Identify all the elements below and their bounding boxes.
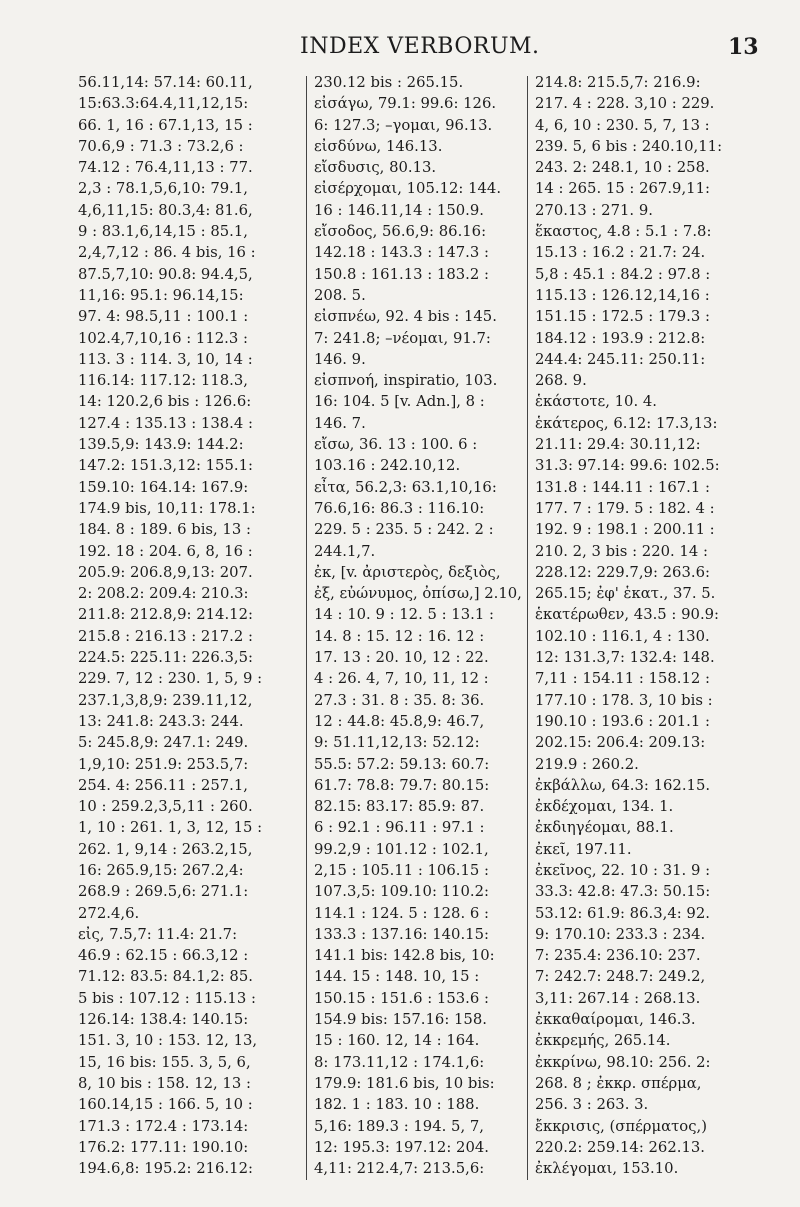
index-line: 219.9 : 260.2.: [535, 755, 639, 773]
index-line: 146. 7.: [314, 414, 366, 432]
index-line: ἐξ, εὐώνυμος, ὀπίσω,] 2.10,: [314, 585, 522, 603]
index-line: 211.8: 212.8,9: 214.12:: [78, 606, 253, 624]
index-line: 7: 241.8; –νέομαι, 91.7:: [314, 329, 491, 347]
index-line: 31.3: 97.14: 99.6: 102.5:: [535, 457, 720, 475]
index-line: 174.9 bis, 10,11: 178.1:: [78, 499, 256, 517]
index-column-3: [535, 72, 767, 1179]
index-line: 33.3: 42.8: 47.3: 50.15:: [535, 883, 711, 901]
index-line: 16: 104. 5 [v. Adn.], 8 :: [314, 393, 485, 411]
index-line: 142.18 : 143.3 : 147.3 :: [314, 244, 489, 262]
index-line: 262. 1, 9,14 : 263.2,15,: [78, 840, 253, 858]
index-line: 208. 5.: [314, 286, 366, 304]
index-line: 4,6,11,15: 80.3,4: 81.6,: [78, 201, 253, 219]
index-line: 5,16: 189.3 : 194. 5, 7,: [314, 1117, 484, 1135]
index-line: 243. 2: 248.1, 10 : 258.: [535, 159, 710, 177]
index-line: 237.1,3,8,9: 239.11,12,: [78, 691, 253, 709]
column-divider: [527, 76, 528, 1180]
index-line: ἐκκρίνω, 98.10: 256. 2:: [535, 1053, 711, 1071]
index-line: 12: 195.3: 197.12: 204.: [314, 1138, 489, 1156]
index-line: 17. 13 : 20. 10, 12 : 22.: [314, 649, 489, 667]
index-line: 114.1 : 124. 5 : 128. 6 :: [314, 904, 489, 922]
index-line: 190.10 : 193.6 : 201.1 :: [535, 712, 710, 730]
index-line: 177. 7 : 179. 5 : 182. 4 :: [535, 499, 715, 517]
index-line: εἴσοδος, 56.6,9: 86.16:: [314, 223, 487, 241]
index-line: 82.15: 83.17: 85.9: 87.: [314, 798, 485, 816]
index-line: 144. 15 : 148. 10, 15 :: [314, 968, 480, 986]
index-line: 229. 7, 12 : 230. 1, 5, 9 :: [78, 670, 263, 688]
index-line: 244.1,7.: [314, 542, 376, 560]
index-line: εἴσδυσις, 80.13.: [314, 159, 437, 177]
index-line: 102.4,7,10,16 : 112.3 :: [78, 329, 248, 347]
index-line: ἑκάστοτε, 10. 4.: [535, 393, 657, 411]
index-line: 8: 173.11,12 : 174.1,6:: [314, 1053, 485, 1071]
index-line: 14: 120.2,6 bis : 126.6:: [78, 393, 252, 411]
index-line: ἐκλέγομαι, 153.10.: [535, 1160, 679, 1178]
index-line: 1, 10 : 261. 1, 3, 12, 15 :: [78, 819, 263, 837]
index-line: 146. 9.: [314, 350, 366, 368]
index-line: 7,11 : 154.11 : 158.12 :: [535, 670, 710, 688]
index-line: 177.10 : 178. 3, 10 bis :: [535, 691, 713, 709]
index-line: 10 : 259.2,3,5,11 : 260.: [78, 798, 253, 816]
index-line: 56.11,14: 57.14: 60.11,: [78, 74, 253, 91]
index-line: 13: 241.8: 243.3: 244.: [78, 712, 244, 730]
index-line: 224.5: 225.11: 226.3,5:: [78, 649, 253, 667]
index-line: 97. 4: 98.5,11 : 100.1 :: [78, 308, 249, 326]
index-line: 131.8 : 144.11 : 167.1 :: [535, 478, 710, 496]
index-line: 150.15 : 151.6 : 153.6 :: [314, 989, 489, 1007]
index-line: 272.4,6.: [78, 904, 140, 922]
index-line: εἶτα, 56.2,3: 63.1,10,16:: [314, 478, 497, 496]
index-line: 215.8 : 216.13 : 217.2 :: [78, 627, 253, 645]
index-line: 76.6,16: 86.3 : 116.10:: [314, 499, 485, 517]
index-line: 15 : 160. 12, 14 : 164.: [314, 1032, 480, 1050]
index-line: 8, 10 bis : 158. 12, 13 :: [78, 1074, 251, 1092]
index-line: 176.2: 177.11: 190.10:: [78, 1138, 249, 1156]
index-line: 3,11: 267.14 : 268.13.: [535, 989, 701, 1007]
index-line: 27.3 : 31. 8 : 35. 8: 36.: [314, 691, 485, 709]
index-line: ἐκδέχομαι, 134. 1.: [535, 798, 674, 816]
index-line: 99.2,9 : 101.12 : 102.1,: [314, 840, 489, 858]
index-line: 1,9,10: 251.9: 253.5,7:: [78, 755, 249, 773]
index-line: 184.12 : 193.9 : 212.8:: [535, 329, 706, 347]
page-header: [0, 34, 800, 64]
index-line: 11,16: 95.1: 96.14,15:: [78, 286, 244, 304]
index-line: εἰσπνέω, 92. 4 bis : 145.: [314, 308, 497, 326]
index-line: εἴσω, 36. 13 : 100. 6 :: [314, 436, 478, 454]
index-line: 202.15: 206.4: 209.13:: [535, 734, 706, 752]
index-line: 16: 265.9,15: 267.2,4:: [78, 861, 244, 879]
index-line: 9: 51.11,12,13: 52.12:: [314, 734, 480, 752]
index-line: 228.12: 229.7,9: 263.6:: [535, 563, 710, 581]
index-line: 70.6,9 : 71.3 : 73.2,6 :: [78, 137, 244, 155]
index-line: 15:63.3:64.4,11,12,15:: [78, 95, 249, 113]
index-line: 12: 131.3,7: 132.4: 148.: [535, 649, 715, 667]
index-line: 147.2: 151.3,12: 155.1:: [78, 457, 253, 475]
index-line: ἕκαστος, 4.8 : 5.1 : 7.8:: [535, 223, 712, 241]
index-line: 244.4: 245.11: 250.11:: [535, 350, 706, 368]
index-line: 220.2: 259.14: 262.13.: [535, 1138, 705, 1156]
index-line: ἑκάτερος, 6.12: 17.3,13:: [535, 414, 718, 432]
index-line: 12 : 44.8: 45.8,9: 46.7,: [314, 712, 485, 730]
index-line: 171.3 : 172.4 : 173.14:: [78, 1117, 249, 1135]
index-line: ἐκδιηγέομαι, 88.1.: [535, 819, 674, 837]
index-line: 230.12 bis : 265.15.: [314, 74, 464, 91]
index-line: ἐκεῖνος, 22. 10 : 31. 9 :: [535, 861, 711, 879]
index-line: εἰς, 7.5,7: 11.4: 21.7:: [78, 925, 238, 943]
index-line: 103.16 : 242.10,12.: [314, 457, 461, 475]
index-line: 160.14,15 : 166. 5, 10 :: [78, 1096, 253, 1114]
index-line: 4, 6, 10 : 230. 5, 7, 13 :: [535, 116, 710, 134]
index-line: 150.8 : 161.13 : 183.2 :: [314, 265, 489, 283]
index-line: 15.13 : 16.2 : 21.7: 24.: [535, 244, 706, 262]
running-title: INDEX VERBORUM.: [300, 34, 540, 59]
index-line: 4 : 26. 4, 7, 10, 11, 12 :: [314, 670, 489, 688]
column-divider: [306, 76, 307, 1180]
index-line: 6 : 92.1 : 96.11 : 97.1 :: [314, 819, 485, 837]
index-line: 2,3 : 78.1,5,6,10: 79.1,: [78, 180, 248, 198]
index-line: 268. 8 ; ἐκκρ. σπέρμα,: [535, 1074, 702, 1092]
index-line: 16 : 146.11,14 : 150.9.: [314, 201, 484, 219]
index-line: ἔκκρισις, (σπέρματος,): [535, 1117, 707, 1135]
index-column-2: [314, 72, 526, 1179]
index-line: 154.9 bis: 157.16: 158.: [314, 1011, 487, 1029]
index-line: 9: 170.10: 233.3 : 234.: [535, 925, 706, 943]
index-line: 102.10 : 116.1, 4 : 130.: [535, 627, 710, 645]
page-number: 13: [728, 34, 759, 60]
index-line: 61.7: 78.8: 79.7: 80.15:: [314, 776, 490, 794]
index-line: 6: 127.3; –γομαι, 96.13.: [314, 116, 493, 134]
index-line: 46.9 : 62.15 : 66.3,12 :: [78, 947, 249, 965]
index-line: 4,11: 212.4,7: 213.5,6:: [314, 1160, 485, 1178]
index-line: ἐκκαθαίρομαι, 146.3.: [535, 1011, 696, 1029]
index-line: 127.4 : 135.13 : 138.4 :: [78, 414, 253, 432]
index-line: ἑκατέρωθεν, 43.5 : 90.9:: [535, 606, 720, 624]
index-line: 55.5: 57.2: 59.13: 60.7:: [314, 755, 490, 773]
index-line: 9 : 83.1,6,14,15 : 85.1,: [78, 223, 248, 241]
index-line: 194.6,8: 195.2: 216.12:: [78, 1160, 253, 1178]
index-line: 268. 9.: [535, 372, 587, 390]
index-line: 182. 1 : 183. 10 : 188.: [314, 1096, 480, 1114]
index-line: 7: 242.7: 248.7: 249.2,: [535, 968, 706, 986]
index-line: 179.9: 181.6 bis, 10 bis:: [314, 1074, 495, 1092]
index-columns: [0, 72, 800, 1182]
index-line: 5: 245.8,9: 247.1: 249.: [78, 734, 249, 752]
index-line: εἰσέρχομαι, 105.12: 144.: [314, 180, 502, 198]
index-line: 66. 1, 16 : 67.1,13, 15 :: [78, 116, 253, 134]
index-line: ἐκκρεμής, 265.14.: [535, 1032, 671, 1050]
index-line: 74.12 : 76.4,11,13 : 77.: [78, 159, 253, 177]
index-line: 265.15; ἐφ' ἑκατ., 37. 5.: [535, 585, 716, 603]
index-line: 14 : 265. 15 : 267.9,11:: [535, 180, 710, 198]
index-line: 205.9: 206.8,9,13: 207.: [78, 563, 253, 581]
index-line: 270.13 : 271. 9.: [535, 201, 653, 219]
index-line: 2: 208.2: 209.4: 210.3:: [78, 585, 249, 603]
index-line: 254. 4: 256.11 : 257.1,: [78, 776, 248, 794]
index-line: 116.14: 117.12: 118.3,: [78, 372, 248, 390]
index-line: 126.14: 138.4: 140.15:: [78, 1011, 249, 1029]
index-line: 14 : 10. 9 : 12. 5 : 13.1 :: [314, 606, 494, 624]
index-line: 87.5,7,10: 90.8: 94.4,5,: [78, 265, 253, 283]
index-line: ἐκ, [v. ἀριστερὸς, δεξιὸς,: [314, 563, 501, 581]
index-line: 268.9 : 269.5,6: 271.1:: [78, 883, 249, 901]
index-line: 139.5,9: 143.9: 144.2:: [78, 436, 244, 454]
index-line: ἐκεῖ, 197.11.: [535, 840, 632, 858]
index-line: 159.10: 164.14: 167.9:: [78, 478, 249, 496]
index-line: 141.1 bis: 142.8 bis, 10:: [314, 947, 495, 965]
index-line: 71.12: 83.5: 84.1,2: 85.: [78, 968, 253, 986]
index-line: εἰσάγω, 79.1: 99.6: 126.: [314, 95, 497, 113]
index-line: εἰσπνοή, inspiratio, 103.: [314, 372, 498, 390]
index-line: 2,15 : 105.11 : 106.15 :: [314, 861, 489, 879]
index-line: 53.12: 61.9: 86.3,4: 92.: [535, 904, 710, 922]
index-line: 7: 235.4: 236.10: 237.: [535, 947, 701, 965]
index-line: 5 bis : 107.12 : 115.13 :: [78, 989, 256, 1007]
index-line: 2,4,7,12 : 86. 4 bis, 16 :: [78, 244, 256, 262]
index-line: εἰσδύνω, 146.13.: [314, 137, 443, 155]
index-line: 214.8: 215.5,7: 216.9:: [535, 74, 701, 91]
index-line: 192. 18 : 204. 6, 8, 16 :: [78, 542, 253, 560]
index-line: 256. 3 : 263. 3.: [535, 1096, 649, 1114]
index-line: 21.11: 29.4: 30.11,12:: [535, 436, 701, 454]
index-line: 229. 5 : 235. 5 : 242. 2 :: [314, 521, 494, 539]
index-line: 113. 3 : 114. 3, 10, 14 :: [78, 350, 253, 368]
index-column-1: [78, 72, 304, 1179]
index-line: 15, 16 bis: 155. 3, 5, 6,: [78, 1053, 251, 1071]
index-line: 192. 9 : 198.1 : 200.11 :: [535, 521, 715, 539]
index-line: 217. 4 : 228. 3,10 : 229.: [535, 95, 715, 113]
index-line: 107.3,5: 109.10: 110.2:: [314, 883, 489, 901]
index-line: 210. 2, 3 bis : 220. 14 :: [535, 542, 708, 560]
index-line: 184. 8 : 189. 6 bis, 13 :: [78, 521, 251, 539]
index-line: ἐκβάλλω, 64.3: 162.15.: [535, 776, 711, 794]
index-line: 133.3 : 137.16: 140.15:: [314, 925, 489, 943]
index-line: 239. 5, 6 bis : 240.10,11:: [535, 137, 723, 155]
index-line: 115.13 : 126.12,14,16 :: [535, 286, 710, 304]
index-line: 151. 3, 10 : 153. 12, 13,: [78, 1032, 258, 1050]
index-line: 14. 8 : 15. 12 : 16. 12 :: [314, 627, 485, 645]
index-line: 5,8 : 45.1 : 84.2 : 97.8 :: [535, 265, 711, 283]
index-line: 151.15 : 172.5 : 179.3 :: [535, 308, 710, 326]
